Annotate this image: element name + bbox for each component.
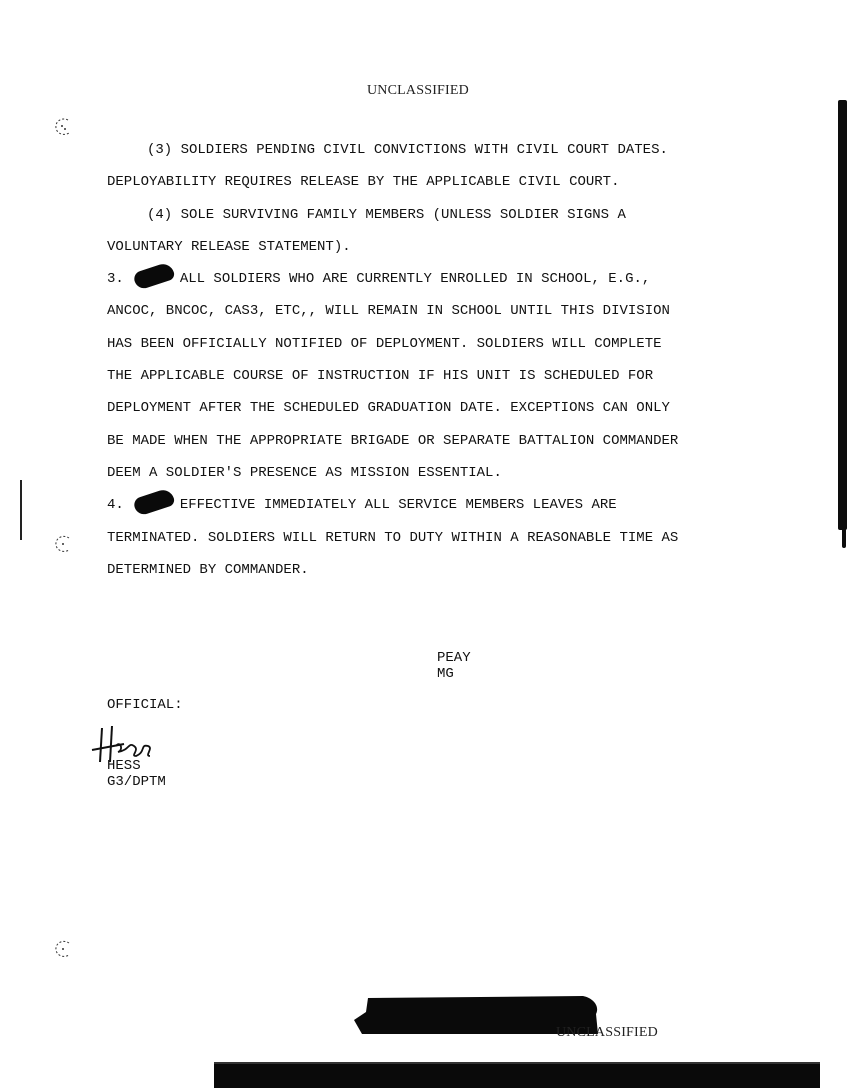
paragraph-line: DETERMINED BY COMMANDER. [107, 561, 309, 578]
official-label: OFFICIAL: [107, 697, 183, 713]
classification-marking-bottom: UNCLASSIFIED [556, 1025, 658, 1040]
scan-edge-bar [838, 100, 847, 530]
scan-edge-bar-tail [842, 520, 846, 548]
punch-hole-icon [52, 938, 74, 960]
redaction-mark [132, 488, 176, 517]
scan-edge-mark [20, 480, 22, 540]
authenticator-office: G3/DPTM [107, 774, 166, 790]
paragraph-line: VOLUNTARY RELEASE STATEMENT). [107, 238, 351, 255]
paragraph-number: 4. [107, 497, 124, 514]
paragraph-line: ANCOC, BNCOC, CAS3, ETC,, WILL REMAIN IN SCHOOL UNTIL THIS DIVISION [107, 303, 670, 320]
commander-rank: MG [437, 666, 454, 682]
authentication-block [107, 758, 166, 790]
paragraph-line: ALL SOLDIERS WHO ARE CURRENTLY ENROLLED IN SCHOOL, E.G., [179, 271, 651, 288]
paragraph-line: TERMINATED. SOLDIERS WILL RETURN TO DUTY WITHIN A REASONABLE TIME AS [107, 529, 679, 546]
document-body [107, 134, 797, 586]
classification-marking-top: UNCLASSIFIED [367, 83, 469, 98]
paragraph-3-first-line [107, 263, 797, 295]
redaction-mark [132, 261, 176, 290]
punch-hole-icon [52, 533, 74, 555]
paragraph-line: EFFECTIVE IMMEDIATELY ALL SERVICE MEMBERS LEAVES ARE [179, 497, 617, 514]
paragraph-line: (3) SOLDIERS PENDING CIVIL CONVICTIONS WITH CIVIL COURT DATES. [147, 142, 668, 158]
punch-hole-icon [52, 116, 74, 138]
paragraph-line: DEEM A SOLDIER'S PRESENCE AS MISSION ESSENTIAL. [107, 464, 502, 481]
paragraph-line: HAS BEEN OFFICIALLY NOTIFIED OF DEPLOYMENT. SOLDIERS WILL COMPLETE [107, 335, 662, 352]
paragraph-line: (4) SOLE SURVIVING FAMILY MEMBERS (UNLESS SOLDIER SIGNS A [147, 206, 626, 223]
paragraph-line: DEPLOYMENT AFTER THE SCHEDULED GRADUATION DATE. EXCEPTIONS CAN ONLY [107, 400, 670, 417]
paragraph-4-first-line [107, 489, 797, 521]
authenticator-name: HESS [107, 758, 141, 774]
commander-name: PEAY [437, 650, 471, 666]
paragraph-line: THE APPLICABLE COURSE OF INSTRUCTION IF HIS UNIT IS SCHEDULED FOR [107, 368, 654, 385]
paragraph-line: BE MADE WHEN THE APPROPRIATE BRIGADE OR SEPARATE BATTALION COMMANDER [107, 432, 679, 449]
commander-signature-block [437, 650, 471, 682]
paragraph-line: DEPLOYABILITY REQUIRES RELEASE BY THE APPLICABLE CIVIL COURT. [107, 174, 620, 191]
paragraph-number: 3. [107, 271, 124, 288]
scan-edge-bar-bottom [214, 1062, 820, 1088]
